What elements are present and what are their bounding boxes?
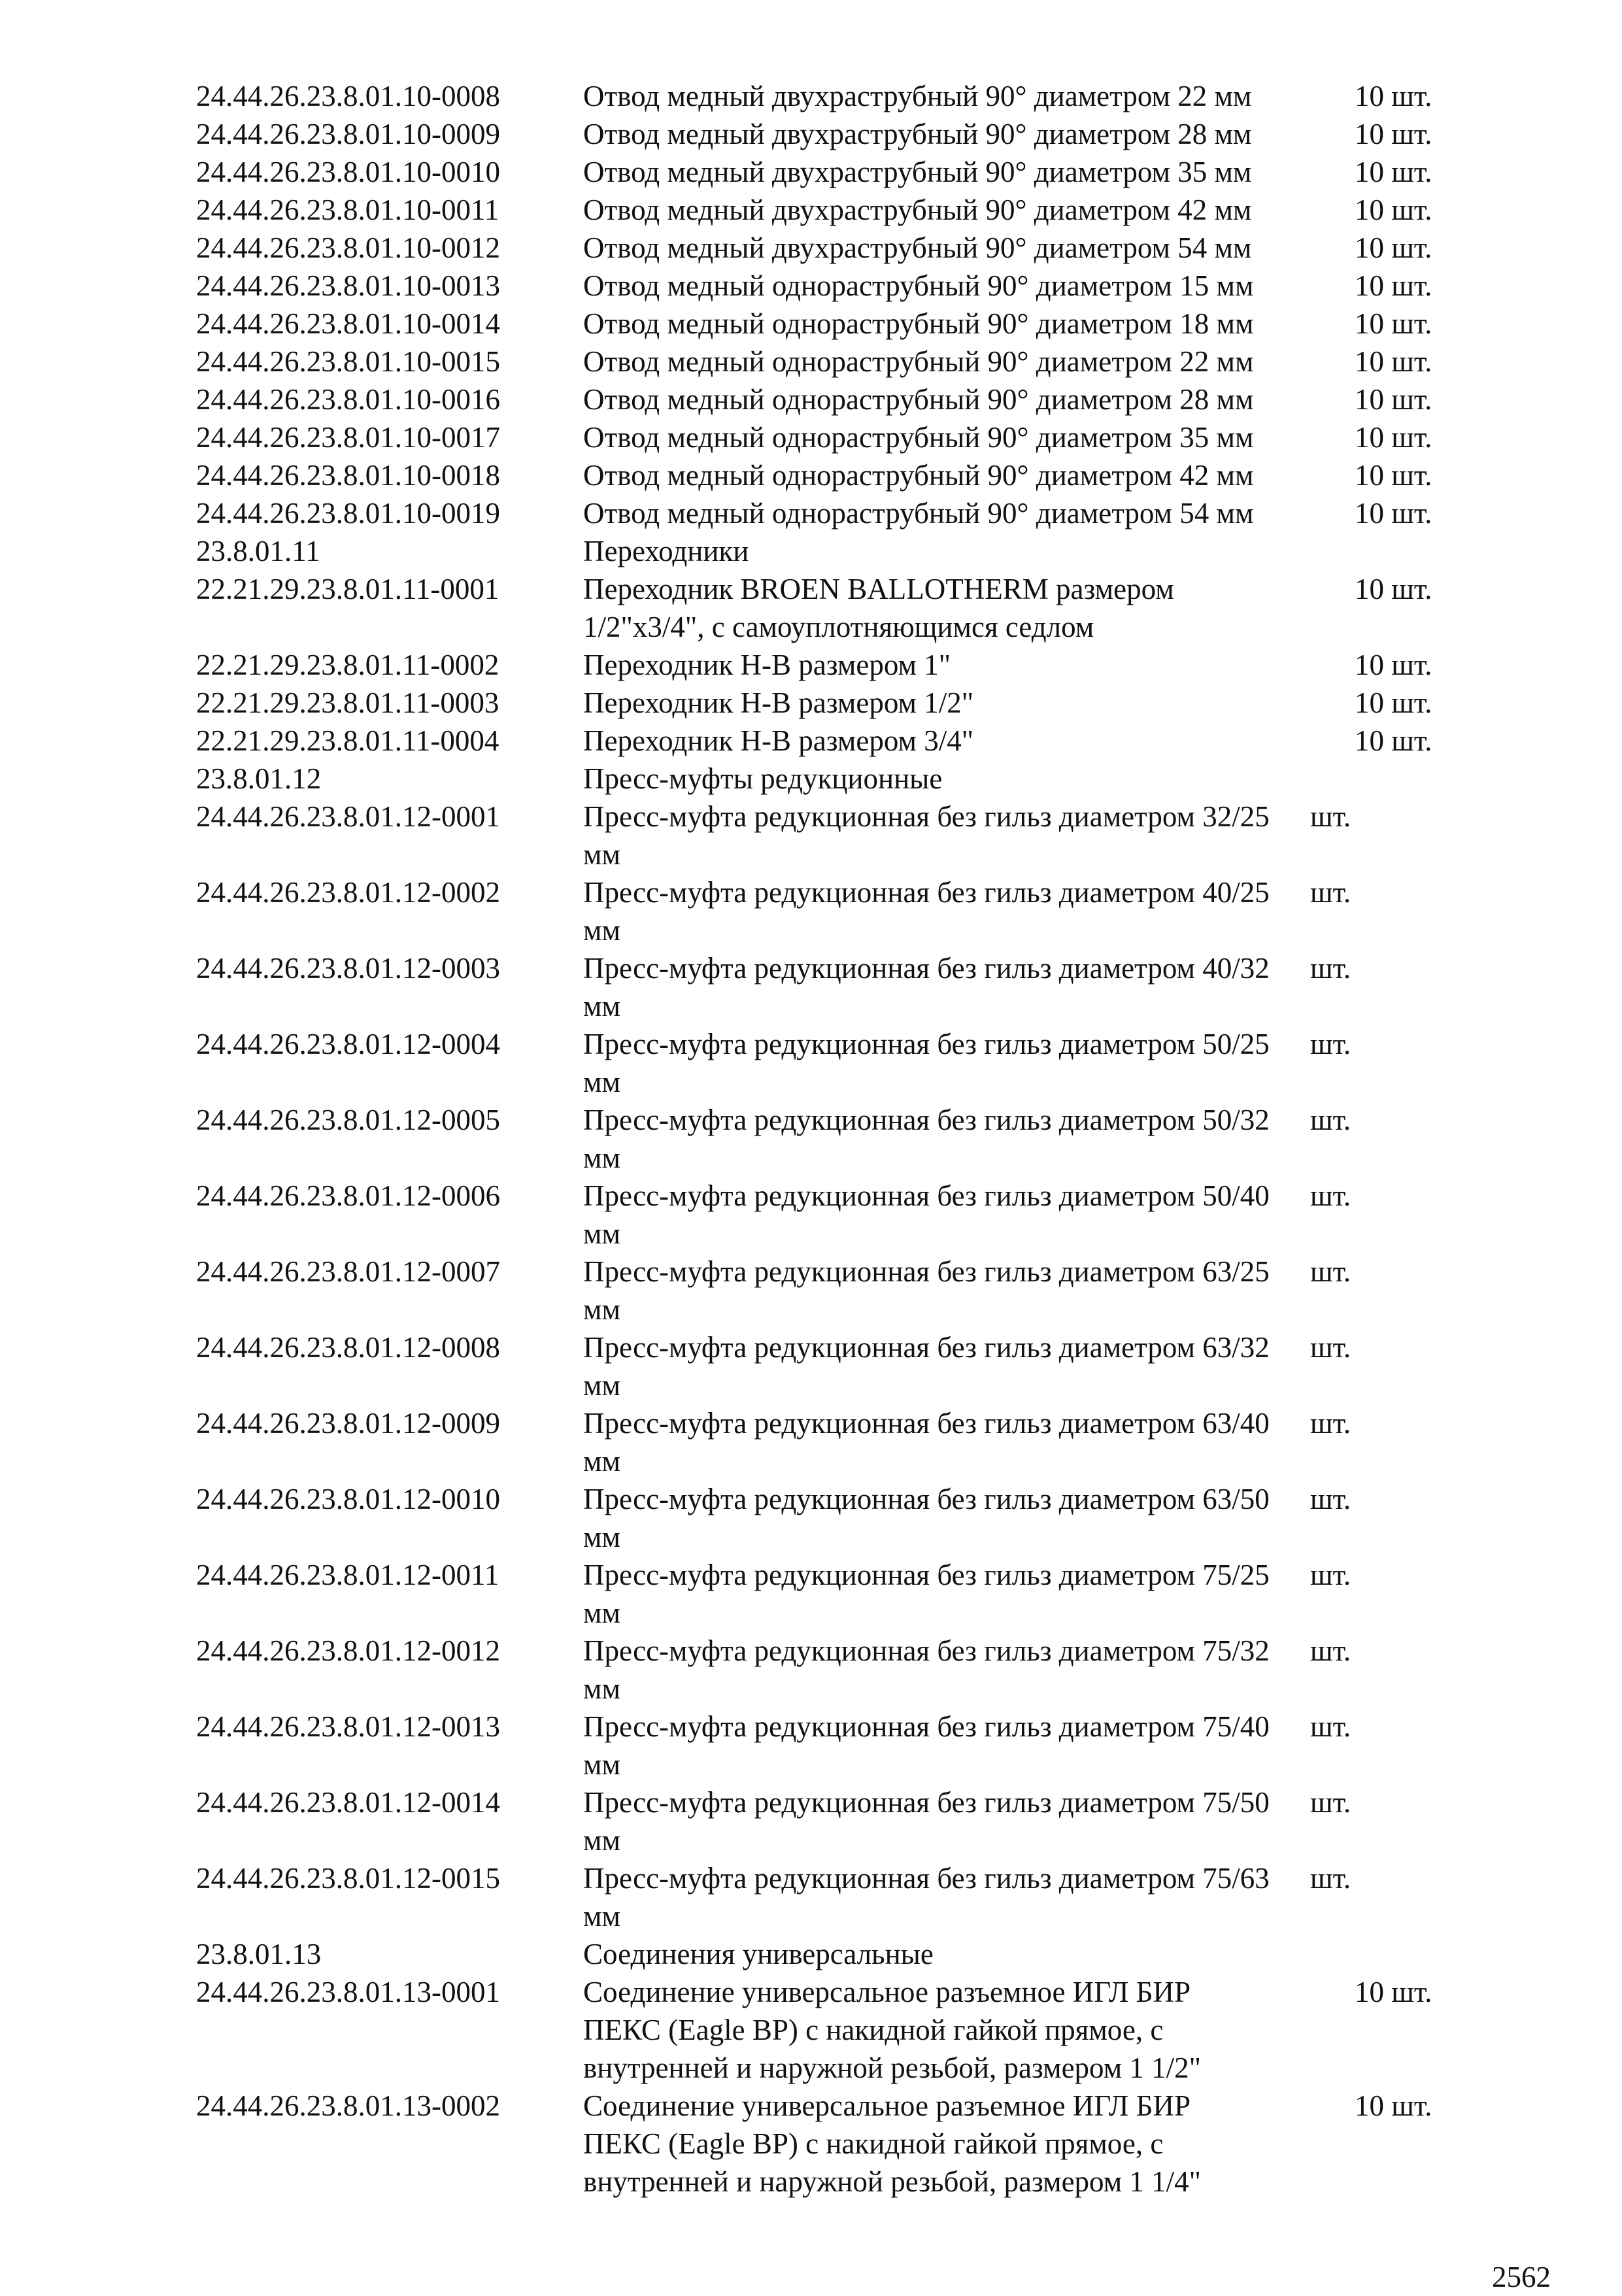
item-name	[583, 684, 1355, 722]
item-unit: шт.	[1310, 1331, 1351, 1364]
item-name	[583, 267, 1355, 305]
item-code: 24.44.26.23.8.01.10-0017	[196, 421, 500, 454]
item-unit: 10 шт.	[1355, 421, 1432, 454]
table-row	[196, 1404, 1478, 1480]
item-name	[583, 570, 1355, 646]
item-name-line: мм	[583, 1596, 620, 1629]
item-name-line: мм	[583, 990, 620, 1022]
item-unit: шт.	[1310, 1559, 1351, 1591]
section-heading-row	[196, 760, 1478, 798]
item-name-line: Пресс-муфта редукционная без гильз диаметром 63/40	[583, 1407, 1270, 1440]
item-code: 24.44.26.23.8.01.10-0011	[196, 194, 499, 226]
table-row	[196, 1328, 1478, 1404]
item-name	[583, 1632, 1310, 1708]
item-code: 24.44.26.23.8.01.10-0015	[196, 345, 500, 378]
item-name	[583, 1708, 1310, 1783]
item-code: 24.44.26.23.8.01.12-0006	[196, 1179, 500, 1212]
item-name	[583, 343, 1355, 380]
item-name-line: Пресс-муфта редукционная без гильз диаметром 50/32	[583, 1104, 1270, 1136]
item-code: 24.44.26.23.8.01.12-0003	[196, 952, 500, 985]
table-row	[196, 1973, 1478, 2087]
item-name-line: мм	[583, 1672, 620, 1705]
item-name-line: Пресс-муфта редукционная без гильз диаметром 40/32	[583, 952, 1270, 985]
table-row	[196, 343, 1478, 380]
item-name-line: Пресс-муфта редукционная без гильз диаметром 75/50	[583, 1786, 1270, 1819]
item-name-line: мм	[583, 838, 620, 871]
table-row	[196, 229, 1478, 267]
item-unit: 10 шт.	[1355, 573, 1432, 605]
item-name-line: Пресс-муфта редукционная без гильз диаметром 63/32	[583, 1331, 1270, 1364]
item-name	[583, 380, 1355, 418]
item-unit: 10 шт.	[1355, 269, 1432, 302]
item-name	[583, 1101, 1310, 1177]
item-name	[583, 1480, 1310, 1556]
item-name-line: мм	[583, 1900, 620, 1933]
item-name	[583, 1556, 1310, 1632]
item-code: 24.44.26.23.8.01.12-0005	[196, 1104, 500, 1136]
table-row	[196, 418, 1478, 456]
item-name	[583, 532, 1355, 570]
table-row	[196, 380, 1478, 418]
item-unit: шт.	[1310, 1634, 1351, 1667]
item-name-line: Переходник BROEN BALLOTHERM размером	[583, 573, 1174, 605]
item-code: 24.44.26.23.8.01.10-0019	[196, 497, 500, 530]
item-code: 24.44.26.23.8.01.12-0008	[196, 1331, 500, 1364]
item-code: 24.44.26.23.8.01.13-0001	[196, 1976, 500, 2008]
item-name	[583, 191, 1355, 229]
item-name	[583, 153, 1355, 191]
item-code: 24.44.26.23.8.01.12-0015	[196, 1862, 500, 1895]
item-unit: 10 шт.	[1355, 194, 1432, 226]
item-code: 23.8.01.11	[196, 535, 320, 567]
item-code: 23.8.01.12	[196, 762, 322, 795]
item-unit: шт.	[1310, 1786, 1351, 1819]
item-unit: 10 шт.	[1355, 307, 1432, 340]
item-name-line: мм	[583, 1445, 620, 1477]
item-code: 24.44.26.23.8.01.12-0010	[196, 1483, 500, 1515]
item-name-line: Отвод медный двухраструбный 90° диаметром 54 мм	[583, 231, 1252, 264]
item-name-line: Отвод медный однораструбный 90° диаметром 15 мм	[583, 269, 1254, 302]
item-name-line: Пресс-муфта редукционная без гильз диаметром 40/25	[583, 876, 1270, 909]
item-name	[583, 760, 1355, 798]
item-name-line: мм	[583, 1824, 620, 1857]
item-code: 22.21.29.23.8.01.11-0003	[196, 686, 499, 719]
item-name-line: Отвод медный двухраструбный 90° диаметром 28 мм	[583, 118, 1252, 150]
item-name-line: Отвод медный двухраструбный 90° диаметром 35 мм	[583, 156, 1252, 188]
item-unit: 10 шт.	[1355, 345, 1432, 378]
item-unit: 10 шт.	[1355, 80, 1432, 112]
item-code: 24.44.26.23.8.01.10-0008	[196, 80, 500, 112]
item-unit: 10 шт.	[1355, 118, 1432, 150]
table-row	[196, 873, 1478, 949]
item-name-line: Пресс-муфта редукционная без гильз диаметром 75/25	[583, 1559, 1270, 1591]
item-name-line: Отвод медный однораструбный 90° диаметром 54 мм	[583, 497, 1254, 530]
item-unit: 10 шт.	[1355, 383, 1432, 416]
item-name-line: Пресс-муфта редукционная без гильз диаметром 75/32	[583, 1634, 1270, 1667]
item-unit: 10 шт.	[1355, 686, 1432, 719]
table-row	[196, 798, 1478, 873]
item-unit: 10 шт.	[1355, 649, 1432, 681]
item-unit: 10 шт.	[1355, 459, 1432, 492]
item-name-line: 1/2"x3/4", с самоуплотняющимся седлом	[583, 611, 1094, 643]
item-name-line: Соединение универсальное разъемное ИГЛ БИР	[583, 2089, 1191, 2122]
item-name	[583, 1328, 1310, 1404]
table-row	[196, 1708, 1478, 1783]
item-code: 24.44.26.23.8.01.12-0012	[196, 1634, 500, 1667]
item-name-line: мм	[583, 1369, 620, 1402]
item-name	[583, 418, 1355, 456]
item-name-line: ПЕКС (Eagle BP) с накидной гайкой прямое, с	[583, 2014, 1164, 2046]
item-code: 24.44.26.23.8.01.10-0013	[196, 269, 500, 302]
item-name	[583, 1253, 1310, 1328]
item-name-line: Пресс-муфта редукционная без гильз диаметром 63/25	[583, 1255, 1270, 1288]
item-code: 23.8.01.13	[196, 1938, 322, 1970]
item-name	[583, 494, 1355, 532]
item-unit: шт.	[1310, 800, 1351, 833]
table-row	[196, 1025, 1478, 1101]
item-name-line: Пресс-муфта редукционная без гильз диаметром 75/40	[583, 1710, 1270, 1743]
table-row	[196, 646, 1478, 684]
section-heading-row	[196, 532, 1478, 570]
item-name-line: Соединение универсальное разъемное ИГЛ БИР	[583, 1976, 1191, 2008]
item-unit: шт.	[1310, 1104, 1351, 1136]
item-name-line: Отвод медный двухраструбный 90° диаметром 42 мм	[583, 194, 1252, 226]
item-name	[583, 2087, 1355, 2201]
table-row	[196, 1101, 1478, 1177]
item-name-line: внутренней и наружной резьбой, размером 1 1/2"	[583, 2051, 1202, 2084]
item-name	[583, 77, 1355, 115]
item-unit: 10 шт.	[1355, 231, 1432, 264]
item-name-line: Отвод медный однораструбный 90° диаметром 28 мм	[583, 383, 1254, 416]
item-name-line: мм	[583, 914, 620, 947]
item-name-line: Переходник Н-В размером 1/2"	[583, 686, 974, 719]
item-unit: 10 шт.	[1355, 156, 1432, 188]
item-name	[583, 1973, 1355, 2087]
item-name	[583, 873, 1310, 949]
item-name-line: Переходники	[583, 535, 749, 567]
table-row	[196, 1480, 1478, 1556]
table-row	[196, 305, 1478, 343]
item-name-line: Переходник Н-В размером 1"	[583, 649, 951, 681]
table-row	[196, 1253, 1478, 1328]
table-row	[196, 494, 1478, 532]
item-name-line: Пресс-муфта редукционная без гильз диаметром 63/50	[583, 1483, 1270, 1515]
item-code: 24.44.26.23.8.01.10-0010	[196, 156, 500, 188]
table-row	[196, 1783, 1478, 1859]
item-name-line: Пресс-муфта редукционная без гильз диаметром 32/25	[583, 800, 1270, 833]
table-row	[196, 722, 1478, 760]
item-code: 22.21.29.23.8.01.11-0002	[196, 649, 499, 681]
item-unit: 10 шт.	[1355, 1976, 1432, 2008]
table-row	[196, 153, 1478, 191]
item-code: 24.44.26.23.8.01.10-0009	[196, 118, 500, 150]
item-name	[583, 1935, 1355, 1973]
item-name-line: Отвод медный двухраструбный 90° диаметром 22 мм	[583, 80, 1252, 112]
item-name	[583, 1177, 1310, 1253]
item-code: 24.44.26.23.8.01.12-0002	[196, 876, 500, 909]
item-unit: 10 шт.	[1355, 497, 1432, 530]
item-code: 24.44.26.23.8.01.12-0001	[196, 800, 500, 833]
item-code: 24.44.26.23.8.01.13-0002	[196, 2089, 500, 2122]
item-code: 24.44.26.23.8.01.12-0009	[196, 1407, 500, 1440]
table-row	[196, 684, 1478, 722]
item-code: 24.44.26.23.8.01.10-0012	[196, 231, 500, 264]
table-row	[196, 77, 1478, 115]
item-name-line: мм	[583, 1521, 620, 1553]
item-unit: шт.	[1310, 1179, 1351, 1212]
item-code: 22.21.29.23.8.01.11-0001	[196, 573, 499, 605]
item-code: 22.21.29.23.8.01.11-0004	[196, 724, 499, 757]
item-unit: шт.	[1310, 876, 1351, 909]
table-row	[196, 1859, 1478, 1935]
item-unit: шт.	[1310, 1407, 1351, 1440]
item-name	[583, 1859, 1310, 1935]
item-name	[583, 229, 1355, 267]
item-code: 24.44.26.23.8.01.10-0014	[196, 307, 500, 340]
item-name	[583, 722, 1355, 760]
table-row	[196, 267, 1478, 305]
item-name	[583, 1025, 1310, 1101]
item-name-line: Отвод медный однораструбный 90° диаметром 42 мм	[583, 459, 1254, 492]
table-row	[196, 115, 1478, 153]
item-name-line: Пресс-муфта редукционная без гильз диаметром 75/63	[583, 1862, 1270, 1895]
item-code: 24.44.26.23.8.01.12-0013	[196, 1710, 500, 1743]
item-unit: шт.	[1310, 1483, 1351, 1515]
item-unit: 10 шт.	[1355, 724, 1432, 757]
item-name-line: Переходник Н-В размером 3/4"	[583, 724, 974, 757]
item-name-line: Пресс-муфта редукционная без гильз диаметром 50/25	[583, 1028, 1270, 1060]
item-name	[583, 949, 1310, 1025]
page-number: 2562	[1492, 2261, 1551, 2293]
item-name-line: Отвод медный однораструбный 90° диаметром 18 мм	[583, 307, 1254, 340]
resource-table	[196, 77, 1478, 2201]
item-code: 24.44.26.23.8.01.10-0018	[196, 459, 500, 492]
table-row	[196, 949, 1478, 1025]
item-name-line: мм	[583, 1293, 620, 1326]
item-name-line: мм	[583, 1748, 620, 1781]
item-name-line: мм	[583, 1217, 620, 1250]
item-unit: шт.	[1310, 952, 1351, 985]
item-name	[583, 305, 1355, 343]
item-name-line: Отвод медный однораструбный 90° диаметром 22 мм	[583, 345, 1254, 378]
item-name-line: Отвод медный однораструбный 90° диаметром 35 мм	[583, 421, 1254, 454]
item-code: 24.44.26.23.8.01.12-0011	[196, 1559, 499, 1591]
item-name-line: Пресс-муфта редукционная без гильз диаметром 50/40	[583, 1179, 1270, 1212]
table-row	[196, 456, 1478, 494]
table-row	[196, 1177, 1478, 1253]
item-name	[583, 798, 1310, 873]
item-name-line: внутренней и наружной резьбой, размером 1 1/4"	[583, 2165, 1202, 2198]
item-code: 24.44.26.23.8.01.12-0004	[196, 1028, 500, 1060]
table-row	[196, 1632, 1478, 1708]
item-name	[583, 115, 1355, 153]
item-name-line: Соединения универсальные	[583, 1938, 934, 1970]
item-name	[583, 646, 1355, 684]
table-row	[196, 1556, 1478, 1632]
item-name	[583, 1404, 1310, 1480]
table-row	[196, 2087, 1478, 2201]
section-heading-row	[196, 1935, 1478, 1973]
item-code: 24.44.26.23.8.01.12-0007	[196, 1255, 500, 1288]
table-row	[196, 570, 1478, 646]
item-unit: шт.	[1310, 1028, 1351, 1060]
item-unit: 10 шт.	[1355, 2089, 1432, 2122]
item-name-line: ПЕКС (Eagle BP) с накидной гайкой прямое, с	[583, 2127, 1164, 2160]
item-unit: шт.	[1310, 1862, 1351, 1895]
item-unit: шт.	[1310, 1710, 1351, 1743]
table-row	[196, 191, 1478, 229]
item-name	[583, 456, 1355, 494]
item-name-line: Пресс-муфты редукционные	[583, 762, 943, 795]
item-name	[583, 1783, 1310, 1859]
item-code: 24.44.26.23.8.01.10-0016	[196, 383, 500, 416]
item-unit: шт.	[1310, 1255, 1351, 1288]
item-name-line: мм	[583, 1066, 620, 1098]
item-name-line: мм	[583, 1141, 620, 1174]
item-code: 24.44.26.23.8.01.12-0014	[196, 1786, 500, 1819]
